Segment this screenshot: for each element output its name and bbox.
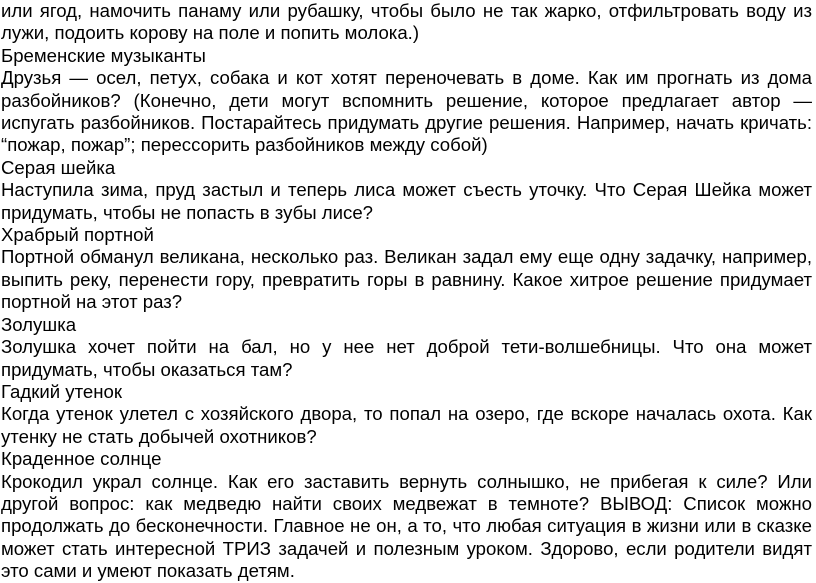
heading-stolen-sun: Краденное солнце bbox=[1, 448, 162, 470]
paragraph-cinderella: Золушка хочет пойти на бал, но у нее нет доброй тети-волшебницы. Что она может придумать, чтобы оказаться там? bbox=[1, 336, 812, 380]
heading-bremen-musicians: Бременские музыканты bbox=[1, 44, 206, 66]
heading-cinderella: Золушка bbox=[1, 313, 77, 335]
paragraph-brave-tailor: Портной обманул великана, несколько раз. Великан задал ему еще одну задачку, например, выпить реку, перенести гору, превратить горы в равнину. Какое хитрое решение придумает портной на этот раз? bbox=[1, 246, 812, 313]
heading-brave-tailor: Храбрый портной bbox=[1, 224, 154, 246]
paragraph-ugly-duckling: Когда утенок улетел с хозяйского двора, то попал на озеро, где вскоре началась охота. Как утенку не стать добычей охотников? bbox=[1, 403, 812, 447]
paragraph-bremen-musicians: Друзья — осел, петух, собака и кот хотят переночевать в доме. Как им прогнать из дома разбойников? (Конечно, дети могут вспомнить решение, которое предлагает автор — испугать разбойников. Постарайтесь придумать другие решения. Например, начать кричать: “пожар, пожар”; перессорить разбойников между собой) bbox=[1, 67, 812, 156]
paragraph-grey-neck: Наступила зима, пруд застыл и теперь лиса может съесть уточку. Что Серая Шейка может придумать, чтобы не попасть в зубы лисе? bbox=[1, 179, 812, 223]
heading-grey-neck: Серая шейка bbox=[1, 156, 116, 178]
paragraph-intro-continuation: или ягод, намочить панаму или рубашку, чтобы было не так жарко, отфильтровать воду из лужи, подоить корову на поле и попить молока.) bbox=[1, 0, 812, 44]
heading-ugly-duckling: Гадкий утенок bbox=[1, 380, 122, 402]
paragraph-stolen-sun-conclusion: Крокодил украл солнце. Как его заставить вернуть солнышко, не прибегая к силе? Или другой вопрос: как медведю найти своих медвежат в темноте? ВЫВОД: Список можно продолжать до бесконечности. Главное не он, а то, что любая ситуация в жизни или в сказке может стать интересной ТРИЗ задачей и полезным уроком. Здорово, если родители видят это сами и умеют показать детям. bbox=[1, 470, 812, 582]
